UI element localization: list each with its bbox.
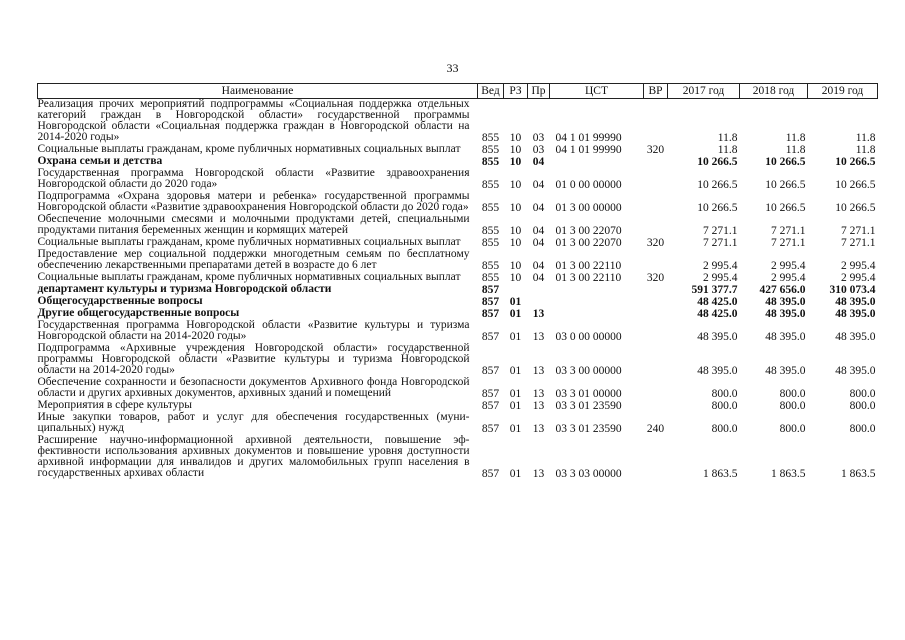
row-2017-amount: 10 266.5	[697, 179, 738, 191]
row-cst: 01 3 00 22070	[555, 225, 622, 237]
row-2019-amount: 48 395.0	[835, 308, 876, 320]
row-cst: 03 3 01 23590	[555, 400, 622, 412]
row-vr	[644, 168, 668, 191]
row-2019-amount: 800.0	[849, 388, 876, 400]
row-2017-amount: 800.0	[711, 388, 738, 400]
row-vr	[644, 296, 668, 308]
row-2017-amount: 7 271.1	[703, 237, 738, 249]
row-ved: 855	[481, 202, 500, 214]
row-2019-amount: 11.8	[855, 132, 876, 144]
row-ved: 855	[481, 237, 500, 249]
row-2017-amount: 1 863.5	[703, 468, 738, 480]
row-2019-amount: 800.0	[849, 400, 876, 412]
row-cst	[550, 284, 644, 296]
header-ved: Вед	[478, 84, 504, 99]
row-ved: 855	[481, 156, 500, 168]
row-name: Реализация прочих мероприятий подпрограммы «Социальная поддержка отдельных категорий граждан в Новгородской области» государственной программы Новгородской области «Социальная поддержка граждан в Новгородской области на 2014-2020 годы»	[37, 98, 470, 143]
row-2019-amount: 800.0	[849, 423, 876, 435]
row-rz: 10	[509, 225, 522, 237]
row-name: Государственная программа Новгородской области «Развитие здравоохранения Новгородской области до 2020 года»	[37, 167, 470, 190]
table-row	[38, 144, 878, 156]
row-pr: 04	[532, 202, 545, 214]
row-pr: 13	[532, 308, 545, 320]
row-vr	[644, 191, 668, 214]
row-ved: 855	[481, 260, 500, 272]
row-ved: 857	[481, 400, 500, 412]
row-rz: 10	[509, 156, 522, 168]
row-ved: 857	[481, 468, 500, 480]
row-vr	[644, 308, 668, 320]
row-vr	[644, 214, 668, 237]
budget-table	[37, 83, 878, 480]
row-2018-amount: 48 395.0	[765, 331, 806, 343]
row-2019-amount: 310 073.4	[829, 284, 876, 296]
table-row	[38, 191, 878, 214]
row-rz: 01	[509, 423, 522, 435]
row-ved: 855	[481, 144, 500, 156]
row-ved: 857	[481, 388, 500, 400]
header-vr: ВР	[644, 84, 668, 99]
table-row	[38, 377, 878, 400]
row-2019-amount: 10 266.5	[835, 179, 876, 191]
table-row	[38, 435, 878, 480]
row-name: Другие общегосударственные вопросы	[37, 307, 240, 319]
page-number: 33	[446, 61, 459, 75]
row-pr: 13	[532, 423, 545, 435]
table-header-row	[38, 84, 878, 99]
row-2018-amount: 48 395.0	[765, 365, 806, 377]
row-vr	[644, 249, 668, 272]
row-name: Предоставление мер социальной поддержки многодетным семьям по бесплатному обеспечению лекарственными препаратами детей в возрасте до 6 лет	[37, 248, 470, 271]
row-rz: 10	[509, 144, 522, 156]
row-2017-amount: 591 377.7	[691, 284, 738, 296]
row-rz: 01	[509, 365, 522, 377]
row-2017-amount: 48 425.0	[697, 308, 738, 320]
row-2019-amount: 7 271.1	[841, 225, 876, 237]
row-vr	[644, 435, 668, 480]
row-name: Государственная программа Новгородской области «Развитие культуры и туризма Новгородской области на 2014-2020 годы»	[37, 319, 470, 342]
row-pr	[528, 284, 550, 296]
row-2019-amount: 48 395.0	[835, 296, 876, 308]
row-2018-amount: 10 266.5	[765, 202, 806, 214]
row-2018-amount: 48 395.0	[765, 308, 806, 320]
header-2019: 2019 год	[808, 84, 878, 99]
row-rz: 01	[509, 468, 522, 480]
row-name: Социальные выплаты гражданам, кроме публичных нормативных социальных выплат	[37, 271, 461, 283]
row-vr	[644, 320, 668, 343]
row-rz: 01	[509, 296, 522, 308]
row-pr: 04	[532, 156, 545, 168]
row-pr: 13	[532, 331, 545, 343]
row-2018-amount: 1 863.5	[771, 468, 806, 480]
row-pr	[528, 296, 550, 308]
row-pr: 13	[532, 388, 545, 400]
row-name: департамент культуры и туризма Новгородской области	[37, 283, 332, 295]
table-row	[38, 343, 878, 377]
header-2017: 2017 год	[668, 84, 740, 99]
row-cst	[550, 308, 644, 320]
row-2019-amount: 2 995.4	[841, 260, 876, 272]
row-vr: 320	[646, 144, 665, 156]
row-2018-amount: 427 656.0	[759, 284, 806, 296]
row-2018-amount: 800.0	[779, 388, 806, 400]
row-ved: 857	[481, 284, 500, 296]
row-2019-amount: 10 266.5	[835, 202, 876, 214]
header-rz: РЗ	[504, 84, 528, 99]
table-row	[38, 320, 878, 343]
row-vr	[644, 99, 668, 145]
row-name: Обеспечение сохранности и безопасности документов Архивного фонда Новгородской области и других архивных документов, архивных зданий и помещений	[37, 376, 470, 399]
row-rz: 01	[509, 400, 522, 412]
header-pr: Пр	[528, 84, 550, 99]
table-row	[38, 249, 878, 272]
row-2019-amount: 48 395.0	[835, 331, 876, 343]
row-pr: 04	[532, 225, 545, 237]
row-pr: 04	[532, 179, 545, 191]
row-ved: 855	[481, 272, 500, 284]
row-2017-amount: 800.0	[711, 400, 738, 412]
row-rz	[504, 284, 528, 296]
row-2018-amount: 10 266.5	[765, 179, 806, 191]
row-vr: 240	[646, 423, 665, 435]
row-ved: 855	[481, 225, 500, 237]
row-cst	[550, 156, 644, 168]
row-pr: 13	[532, 365, 545, 377]
row-pr: 13	[532, 400, 545, 412]
row-cst: 01 0 00 00000	[555, 179, 622, 191]
row-pr: 04	[532, 260, 545, 272]
row-name: Подпрограмма «Архивные учреждения Новгородской области» государственной программы Новгородской области «Развитие культуры и туризма Новгородской области на 2014-2020 годы»	[37, 342, 470, 376]
row-2017-amount: 2 995.4	[703, 272, 738, 284]
row-2019-amount: 11.8	[855, 144, 876, 156]
header-cst: ЦСТ	[550, 84, 644, 99]
row-name: Общегосударственные вопросы	[37, 295, 203, 307]
row-2017-amount: 48 425.0	[697, 296, 738, 308]
row-rz: 10	[509, 202, 522, 214]
row-vr	[644, 284, 668, 296]
row-ved: 857	[481, 308, 500, 320]
row-rz: 10	[509, 237, 522, 249]
table-row	[38, 412, 878, 435]
row-vr	[644, 400, 668, 412]
row-2018-amount: 2 995.4	[771, 260, 806, 272]
table-row	[38, 99, 878, 145]
row-vr	[644, 377, 668, 400]
row-cst: 03 3 01 00000	[555, 388, 622, 400]
row-cst: 04 1 01 99990	[555, 144, 622, 156]
row-2017-amount: 10 266.5	[697, 202, 738, 214]
row-ved: 857	[481, 423, 500, 435]
row-vr: 320	[646, 237, 665, 249]
row-cst: 03 3 01 23590	[555, 423, 622, 435]
row-2019-amount: 2 995.4	[841, 272, 876, 284]
row-name: Мероприятия в сфере культуры	[37, 399, 193, 411]
row-ved: 857	[481, 365, 500, 377]
row-2017-amount: 800.0	[711, 423, 738, 435]
row-2017-amount: 10 266.5	[697, 156, 738, 168]
row-rz: 10	[509, 272, 522, 284]
row-cst: 01 3 00 22110	[555, 260, 622, 272]
row-vr	[644, 343, 668, 377]
row-cst: 03 3 03 00000	[555, 468, 622, 480]
row-cst: 03 0 00 00000	[555, 331, 622, 343]
header-2018: 2018 год	[740, 84, 808, 99]
row-pr: 03	[532, 144, 545, 156]
row-name: Охрана семьи и детства	[37, 155, 163, 167]
row-pr: 04	[532, 237, 545, 249]
row-2017-amount: 48 395.0	[697, 331, 738, 343]
row-pr: 03	[532, 132, 545, 144]
row-cst: 01 3 00 22070	[555, 237, 622, 249]
row-cst: 03 3 00 00000	[555, 365, 622, 377]
row-2018-amount: 48 395.0	[765, 296, 806, 308]
row-cst: 04 1 01 99990	[555, 132, 622, 144]
row-rz: 10	[509, 260, 522, 272]
row-vr: 320	[646, 272, 665, 284]
row-2017-amount: 7 271.1	[703, 225, 738, 237]
row-pr: 04	[532, 272, 545, 284]
row-rz: 01	[509, 388, 522, 400]
row-rz: 01	[509, 331, 522, 343]
row-name: Обеспечение молочными смесями и молочными продуктами детей, специальными продуктами питания беременных женщин и кормящих матерей	[37, 213, 470, 236]
row-2018-amount: 7 271.1	[771, 225, 806, 237]
row-2018-amount: 11.8	[785, 144, 806, 156]
row-2018-amount: 7 271.1	[771, 237, 806, 249]
row-2019-amount: 7 271.1	[841, 237, 876, 249]
table-row	[38, 214, 878, 237]
row-2018-amount: 800.0	[779, 423, 806, 435]
row-2019-amount: 48 395.0	[835, 365, 876, 377]
row-2018-amount: 11.8	[785, 132, 806, 144]
row-ved: 857	[481, 296, 500, 308]
row-name: Расширение научно-информационной архивной деятельности, повышение эффективности использования архивных документов и повышение уровня доступности архивной информации для инвалидов и других маломобильных групп населения в государственных архивах области	[37, 434, 470, 479]
header-name: Наименование	[38, 84, 478, 99]
row-2017-amount: 11.8	[717, 132, 738, 144]
row-pr: 13	[532, 468, 545, 480]
row-name: Социальные выплаты гражданам, кроме публичных нормативных социальных выплат	[37, 236, 461, 248]
row-name: Социальные выплаты гражданам, кроме публичных нормативных социальных выплат	[37, 143, 461, 155]
row-name: Иные закупки товаров, работ и услуг для обеспечения государственных (муниципальных) нужд	[37, 411, 470, 434]
row-2019-amount: 1 863.5	[841, 468, 876, 480]
row-ved: 855	[481, 179, 500, 191]
row-vr	[644, 156, 668, 168]
row-2018-amount: 10 266.5	[765, 156, 806, 168]
row-rz: 10	[509, 132, 522, 144]
row-cst: 01 3 00 00000	[555, 202, 622, 214]
row-ved: 855	[481, 132, 500, 144]
row-name: Подпрограмма «Охрана здоровья матери и ребенка» государственной программы Новгородской области «Развитие здравоохранения Новгородской области до 2020 года»	[37, 190, 470, 213]
row-2019-amount: 10 266.5	[835, 156, 876, 168]
table-row	[38, 168, 878, 191]
row-2018-amount: 800.0	[779, 400, 806, 412]
row-rz: 10	[509, 179, 522, 191]
row-cst	[550, 296, 644, 308]
row-2017-amount: 11.8	[717, 144, 738, 156]
row-2017-amount: 48 395.0	[697, 365, 738, 377]
row-rz: 01	[509, 308, 522, 320]
row-2018-amount: 2 995.4	[771, 272, 806, 284]
row-ved: 857	[481, 331, 500, 343]
row-cst: 01 3 00 22110	[555, 272, 622, 284]
row-2017-amount: 2 995.4	[703, 260, 738, 272]
